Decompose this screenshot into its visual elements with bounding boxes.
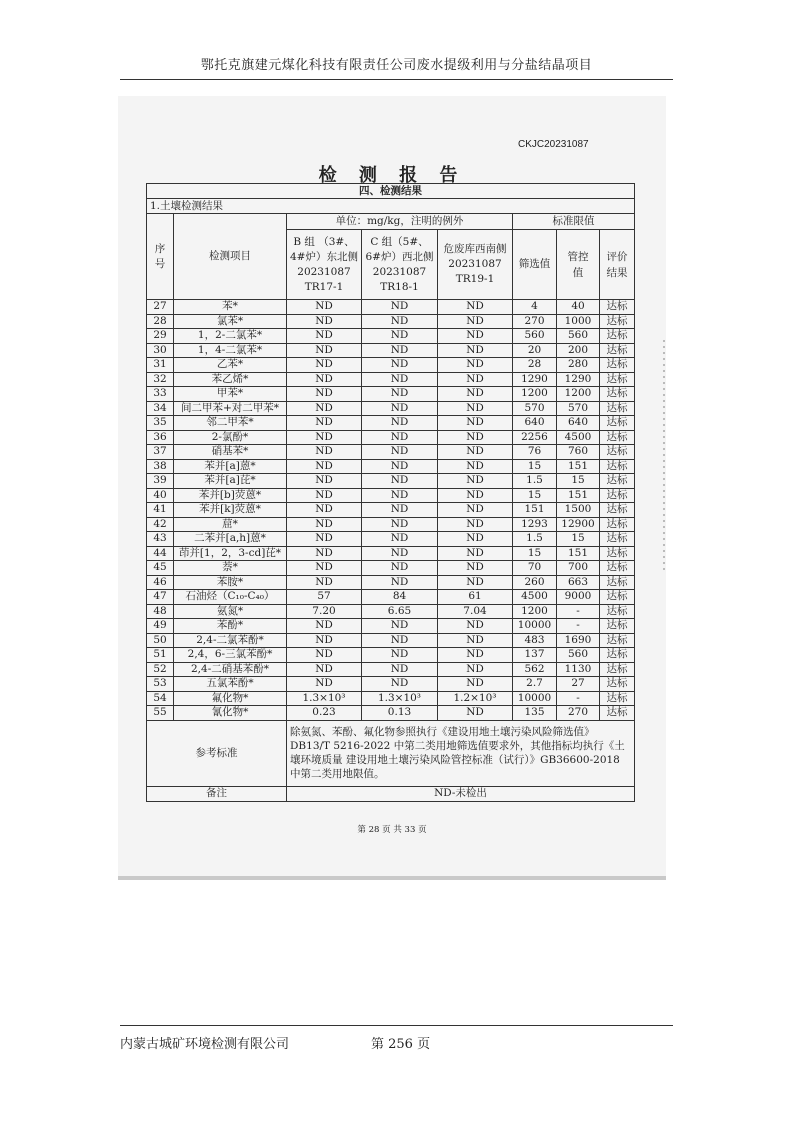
row-control-value: 570 xyxy=(557,401,600,416)
row-seq: 54 xyxy=(147,691,174,706)
row-value-h: ND xyxy=(438,488,513,503)
row-seq: 40 xyxy=(147,488,174,503)
table-row xyxy=(147,532,635,547)
page-header: 鄂托克旗建元煤化科技有限责任公司废水提级利用与分盐结晶项目 xyxy=(200,58,593,73)
row-seq: 33 xyxy=(147,387,174,402)
row-control-value: 1000 xyxy=(557,314,600,329)
table-row xyxy=(147,691,635,706)
row-control-value: 200 xyxy=(557,343,600,358)
row-item: 氰化物* xyxy=(174,706,287,721)
row-value-b: ND xyxy=(287,619,362,634)
row-result: 达标 xyxy=(600,474,635,489)
table-row xyxy=(147,590,635,605)
row-screen-value: 10000 xyxy=(513,619,557,634)
row-value-b: ND xyxy=(287,517,362,532)
row-seq: 45 xyxy=(147,561,174,576)
row-value-c: 84 xyxy=(362,590,438,605)
row-result: 达标 xyxy=(600,503,635,518)
row-item: 苯并[b]荧蒽* xyxy=(174,488,287,503)
row-item: 二苯并[a,h]蒽* xyxy=(174,532,287,547)
row-value-h: ND xyxy=(438,343,513,358)
row-seq: 39 xyxy=(147,474,174,489)
row-result: 达标 xyxy=(600,648,635,663)
row-control-value: 12900 xyxy=(557,517,600,532)
table-row xyxy=(147,300,635,315)
row-screen-value: 560 xyxy=(513,329,557,344)
header-unit-note: 单位：mg/kg，注明的例外 xyxy=(287,214,513,230)
row-screen-value: 15 xyxy=(513,546,557,561)
row-value-b: ND xyxy=(287,677,362,692)
row-value-b: ND xyxy=(287,300,362,315)
row-item: 硝基苯* xyxy=(174,445,287,460)
footer-page-number: 第 256 页 xyxy=(371,1037,431,1052)
row-value-c: ND xyxy=(362,459,438,474)
row-value-c: ND xyxy=(362,575,438,590)
table-row xyxy=(147,633,635,648)
row-screen-value: 137 xyxy=(513,648,557,663)
row-control-value: 560 xyxy=(557,648,600,663)
table-row xyxy=(147,314,635,329)
row-screen-value: 20 xyxy=(513,343,557,358)
row-screen-value: 570 xyxy=(513,401,557,416)
row-value-c: ND xyxy=(362,662,438,677)
header-sample-b: B 组 （3#、4#炉）东北侧 20231087 TR17-1 xyxy=(287,230,362,300)
table-row xyxy=(147,372,635,387)
row-value-c: ND xyxy=(362,546,438,561)
row-item: 2-氯酚* xyxy=(174,430,287,445)
table-row xyxy=(147,517,635,532)
row-screen-value: 260 xyxy=(513,575,557,590)
row-result: 达标 xyxy=(600,387,635,402)
row-control-value: 700 xyxy=(557,561,600,576)
header-standard: 标准限值 xyxy=(513,214,635,230)
row-value-h: ND xyxy=(438,633,513,648)
row-value-c: 0.13 xyxy=(362,706,438,721)
row-value-h: ND xyxy=(438,575,513,590)
row-control-value: 1500 xyxy=(557,503,600,518)
row-value-c: ND xyxy=(362,561,438,576)
row-value-h: ND xyxy=(438,648,513,663)
row-seq: 30 xyxy=(147,343,174,358)
row-item: 苯并[k]荧蒽* xyxy=(174,503,287,518)
row-screen-value: 270 xyxy=(513,314,557,329)
header-seq: 序号 xyxy=(147,214,174,300)
table-row xyxy=(147,387,635,402)
row-value-c: ND xyxy=(362,445,438,460)
table-row xyxy=(147,503,635,518)
header-eval: 评价结果 xyxy=(600,230,635,300)
row-control-value: 9000 xyxy=(557,590,600,605)
row-result: 达标 xyxy=(600,517,635,532)
row-seq: 43 xyxy=(147,532,174,547)
row-value-c: ND xyxy=(362,372,438,387)
header-item: 检测项目 xyxy=(174,214,287,300)
row-seq: 50 xyxy=(147,633,174,648)
row-seq: 36 xyxy=(147,430,174,445)
remark-text: ND-未检出 xyxy=(287,786,635,801)
row-seq: 41 xyxy=(147,503,174,518)
row-item: 苯并[a]蒽* xyxy=(174,459,287,474)
row-screen-value: 1200 xyxy=(513,604,557,619)
row-seq: 47 xyxy=(147,590,174,605)
header-screen: 筛选值 xyxy=(513,230,557,300)
table-row xyxy=(147,575,635,590)
remark-label: 备注 xyxy=(147,786,287,801)
row-seq: 34 xyxy=(147,401,174,416)
footer-rule xyxy=(120,1025,673,1026)
row-value-b: ND xyxy=(287,416,362,431)
subsection-title: 1.土壤检测结果 xyxy=(147,199,635,214)
row-value-b: 0.23 xyxy=(287,706,362,721)
footer-company: 内蒙古城矿环境检测有限公司 xyxy=(120,1037,290,1052)
row-seq: 31 xyxy=(147,358,174,373)
row-value-h: ND xyxy=(438,517,513,532)
row-value-b: ND xyxy=(287,401,362,416)
row-value-b: ND xyxy=(287,314,362,329)
table-row xyxy=(147,648,635,663)
header-sample-h: 危废库西南侧 20231087 TR19-1 xyxy=(438,230,513,300)
row-screen-value: 4500 xyxy=(513,590,557,605)
table-row xyxy=(147,401,635,416)
row-screen-value: 15 xyxy=(513,459,557,474)
table-row xyxy=(147,604,635,619)
row-seq: 29 xyxy=(147,329,174,344)
row-value-b: 7.20 xyxy=(287,604,362,619)
row-value-h: ND xyxy=(438,459,513,474)
row-seq: 35 xyxy=(147,416,174,431)
row-item: 苯* xyxy=(174,300,287,315)
row-screen-value: 70 xyxy=(513,561,557,576)
table-row xyxy=(147,459,635,474)
row-result: 达标 xyxy=(600,372,635,387)
reference-label: 参考标准 xyxy=(147,720,287,786)
row-seq: 52 xyxy=(147,662,174,677)
row-result: 达标 xyxy=(600,430,635,445)
row-value-b: ND xyxy=(287,648,362,663)
row-value-h: ND xyxy=(438,532,513,547)
row-control-value: - xyxy=(557,619,600,634)
row-result: 达标 xyxy=(600,401,635,416)
row-screen-value: 2.7 xyxy=(513,677,557,692)
row-value-b: ND xyxy=(287,459,362,474)
row-screen-value: 28 xyxy=(513,358,557,373)
row-result: 达标 xyxy=(600,329,635,344)
table-row xyxy=(147,445,635,460)
row-value-b: ND xyxy=(287,343,362,358)
row-result: 达标 xyxy=(600,343,635,358)
row-screen-value: 10000 xyxy=(513,691,557,706)
row-item: 甲苯* xyxy=(174,387,287,402)
row-item: 氟化物* xyxy=(174,691,287,706)
row-control-value: 40 xyxy=(557,300,600,315)
row-screen-value: 135 xyxy=(513,706,557,721)
row-screen-value: 76 xyxy=(513,445,557,460)
reference-text: 除氨氮、苯酚、氟化物参照执行《建设用地土壤污染风险筛选值》DB13/T 5216-2022 中第二类用地筛选值要求外，其他指标均执行《土壤环境质量 建设用地土壤污染风险管控标准（试行）》GB36600-2018 中第二类用地限值。 xyxy=(287,720,635,786)
row-value-b: ND xyxy=(287,532,362,547)
row-value-b: ND xyxy=(287,561,362,576)
row-result: 达标 xyxy=(600,300,635,315)
row-value-h: ND xyxy=(438,503,513,518)
row-value-c: ND xyxy=(362,343,438,358)
row-item: 氨氮* xyxy=(174,604,287,619)
row-seq: 51 xyxy=(147,648,174,663)
report-title: 检 测 报 告 xyxy=(318,165,466,186)
row-control-value: 760 xyxy=(557,445,600,460)
row-value-c: ND xyxy=(362,329,438,344)
row-item: 五氯苯酚* xyxy=(174,677,287,692)
row-result: 达标 xyxy=(600,546,635,561)
soil-results-table xyxy=(146,183,635,802)
section-title: 四、检测结果 xyxy=(147,184,635,199)
row-seq: 32 xyxy=(147,372,174,387)
row-value-h: 1.2×10³ xyxy=(438,691,513,706)
row-control-value: - xyxy=(557,604,600,619)
row-seq: 44 xyxy=(147,546,174,561)
row-screen-value: 15 xyxy=(513,488,557,503)
row-seq: 37 xyxy=(147,445,174,460)
table-row xyxy=(147,662,635,677)
row-seq: 28 xyxy=(147,314,174,329)
table-row xyxy=(147,706,635,721)
row-value-h: ND xyxy=(438,677,513,692)
row-value-h: ND xyxy=(438,474,513,489)
row-result: 达标 xyxy=(600,619,635,634)
row-value-b: ND xyxy=(287,488,362,503)
row-screen-value: 1.5 xyxy=(513,474,557,489)
row-value-b: ND xyxy=(287,387,362,402)
row-item: 茚并[1，2，3-cd]芘* xyxy=(174,546,287,561)
row-control-value: 640 xyxy=(557,416,600,431)
row-item: 石油烃（C₁₀-C₄₀） xyxy=(174,590,287,605)
row-value-h: ND xyxy=(438,329,513,344)
row-item: 苯乙烯* xyxy=(174,372,287,387)
row-value-c: ND xyxy=(362,619,438,634)
row-item: 1，4-二氯苯* xyxy=(174,343,287,358)
row-value-b: ND xyxy=(287,430,362,445)
row-value-b: ND xyxy=(287,372,362,387)
row-value-h: ND xyxy=(438,372,513,387)
row-item: 2,4-二氯苯酚* xyxy=(174,633,287,648)
row-item: 1，2-二氯苯* xyxy=(174,329,287,344)
row-item: 氯苯* xyxy=(174,314,287,329)
table-row xyxy=(147,416,635,431)
row-result: 达标 xyxy=(600,416,635,431)
header-control: 管控值 xyxy=(557,230,600,300)
row-screen-value: 151 xyxy=(513,503,557,518)
row-value-c: ND xyxy=(362,474,438,489)
row-value-h: ND xyxy=(438,314,513,329)
binding-marks xyxy=(663,340,665,570)
row-value-c: ND xyxy=(362,633,438,648)
row-result: 达标 xyxy=(600,662,635,677)
row-value-b: ND xyxy=(287,633,362,648)
row-control-value: 560 xyxy=(557,329,600,344)
row-result: 达标 xyxy=(600,532,635,547)
row-item: 邻二甲苯* xyxy=(174,416,287,431)
row-result: 达标 xyxy=(600,604,635,619)
table-row xyxy=(147,488,635,503)
row-control-value: 1690 xyxy=(557,633,600,648)
row-value-h: ND xyxy=(438,619,513,634)
row-value-c: ND xyxy=(362,300,438,315)
table-row xyxy=(147,343,635,358)
row-value-h: ND xyxy=(438,561,513,576)
header-sample-c: C 组（5#、6#炉）西北侧 20231087 TR18-1 xyxy=(362,230,438,300)
row-control-value: 151 xyxy=(557,459,600,474)
row-screen-value: 483 xyxy=(513,633,557,648)
row-screen-value: 1.5 xyxy=(513,532,557,547)
table-row xyxy=(147,546,635,561)
inner-page-number: 第 28 页 共 33 页 xyxy=(357,825,427,835)
row-value-b: 57 xyxy=(287,590,362,605)
row-value-h: ND xyxy=(438,662,513,677)
row-control-value: 15 xyxy=(557,474,600,489)
table-row xyxy=(147,474,635,489)
row-value-b: 1.3×10³ xyxy=(287,691,362,706)
row-value-c: ND xyxy=(362,314,438,329)
row-control-value: 15 xyxy=(557,532,600,547)
row-value-c: 1.3×10³ xyxy=(362,691,438,706)
row-value-h: ND xyxy=(438,387,513,402)
row-value-h: ND xyxy=(438,300,513,315)
row-value-c: ND xyxy=(362,416,438,431)
row-result: 达标 xyxy=(600,633,635,648)
row-result: 达标 xyxy=(600,358,635,373)
table-row xyxy=(147,561,635,576)
row-result: 达标 xyxy=(600,561,635,576)
row-result: 达标 xyxy=(600,706,635,721)
row-control-value: 1200 xyxy=(557,387,600,402)
table-row xyxy=(147,677,635,692)
row-result: 达标 xyxy=(600,459,635,474)
row-seq: 38 xyxy=(147,459,174,474)
row-value-c: ND xyxy=(362,488,438,503)
row-control-value: 1130 xyxy=(557,662,600,677)
row-seq: 55 xyxy=(147,706,174,721)
row-value-h: 7.04 xyxy=(438,604,513,619)
row-result: 达标 xyxy=(600,677,635,692)
table-row xyxy=(147,329,635,344)
table-row xyxy=(147,619,635,634)
row-control-value: 27 xyxy=(557,677,600,692)
row-screen-value: 640 xyxy=(513,416,557,431)
row-item: 䓛* xyxy=(174,517,287,532)
row-value-b: ND xyxy=(287,575,362,590)
row-value-b: ND xyxy=(287,474,362,489)
header-rule xyxy=(120,79,673,80)
scan-edge xyxy=(118,876,666,880)
row-value-b: ND xyxy=(287,546,362,561)
row-value-h: ND xyxy=(438,546,513,561)
row-result: 达标 xyxy=(600,445,635,460)
row-screen-value: 1200 xyxy=(513,387,557,402)
row-value-h: ND xyxy=(438,445,513,460)
row-result: 达标 xyxy=(600,488,635,503)
row-value-b: ND xyxy=(287,503,362,518)
row-value-h: ND xyxy=(438,430,513,445)
row-seq: 46 xyxy=(147,575,174,590)
row-value-c: ND xyxy=(362,430,438,445)
row-control-value: 280 xyxy=(557,358,600,373)
row-seq: 53 xyxy=(147,677,174,692)
row-value-c: ND xyxy=(362,517,438,532)
row-seq: 42 xyxy=(147,517,174,532)
row-seq: 49 xyxy=(147,619,174,634)
table-row xyxy=(147,358,635,373)
row-screen-value: 1290 xyxy=(513,372,557,387)
row-value-b: ND xyxy=(287,329,362,344)
row-item: 苯酚* xyxy=(174,619,287,634)
row-screen-value: 1293 xyxy=(513,517,557,532)
row-value-c: ND xyxy=(362,387,438,402)
row-item: 苯并[a]芘* xyxy=(174,474,287,489)
row-value-b: ND xyxy=(287,662,362,677)
row-control-value: 4500 xyxy=(557,430,600,445)
row-control-value: 270 xyxy=(557,706,600,721)
row-item: 乙苯* xyxy=(174,358,287,373)
row-item: 2,4，6-三氯苯酚* xyxy=(174,648,287,663)
row-control-value: 1290 xyxy=(557,372,600,387)
row-value-c: ND xyxy=(362,358,438,373)
row-item: 苯胺* xyxy=(174,575,287,590)
row-value-h: 61 xyxy=(438,590,513,605)
table-row xyxy=(147,430,635,445)
row-screen-value: 562 xyxy=(513,662,557,677)
row-value-h: ND xyxy=(438,358,513,373)
row-screen-value: 4 xyxy=(513,300,557,315)
row-result: 达标 xyxy=(600,314,635,329)
row-item: 2,4-二硝基苯酚* xyxy=(174,662,287,677)
row-value-c: ND xyxy=(362,532,438,547)
row-control-value: - xyxy=(557,691,600,706)
report-code: CKJC20231087 xyxy=(518,139,589,150)
row-item: 间二甲苯+对二甲苯* xyxy=(174,401,287,416)
row-value-h: ND xyxy=(438,416,513,431)
row-value-c: 6.65 xyxy=(362,604,438,619)
row-value-h: ND xyxy=(438,401,513,416)
row-result: 达标 xyxy=(600,590,635,605)
row-value-c: ND xyxy=(362,503,438,518)
row-control-value: 663 xyxy=(557,575,600,590)
row-value-c: ND xyxy=(362,401,438,416)
row-value-c: ND xyxy=(362,677,438,692)
row-result: 达标 xyxy=(600,575,635,590)
row-value-b: ND xyxy=(287,445,362,460)
row-control-value: 151 xyxy=(557,488,600,503)
row-screen-value: 2256 xyxy=(513,430,557,445)
row-seq: 48 xyxy=(147,604,174,619)
row-control-value: 151 xyxy=(557,546,600,561)
row-value-h: ND xyxy=(438,706,513,721)
row-seq: 27 xyxy=(147,300,174,315)
row-item: 萘* xyxy=(174,561,287,576)
row-result: 达标 xyxy=(600,691,635,706)
row-value-c: ND xyxy=(362,648,438,663)
row-value-b: ND xyxy=(287,358,362,373)
